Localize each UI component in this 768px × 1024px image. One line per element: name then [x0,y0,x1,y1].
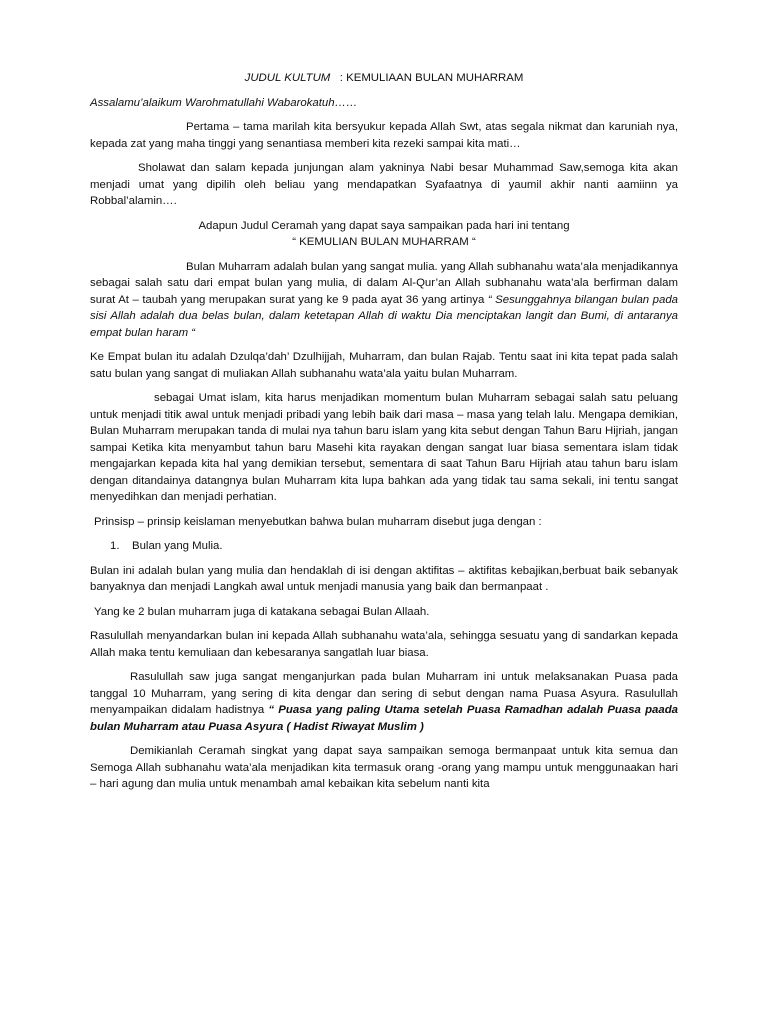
paragraph-sholawat: Sholawat dan salam kepada junjungan alam yakninya Nabi besar Muhammad Saw,semoga kita akan menjadi umat yang dipilih oleh beliau yang mendapatkan Syafaatnya di yaumil akhir nanti aamiinn ya Robbal’alamin…. [90,162,678,207]
title-label: JUDUL KULTUM [244,72,331,84]
title-text: KEMULIAAN BULAN MUHARRAM [346,72,524,84]
paragraph-principles: Prinsisp – prinsip keislaman menyebutkan bahwa bulan muharram disebut juga dengan : [94,515,542,528]
paragraph-rasulullah: Rasulullah menyandarkan bulan ini kepada Allah subhanahu wata’ala, sehingga sesuatu yang di sandarkan kepada Allah maka tentu kemuliaan dan kebesaranya sangatlah luar biasa. [90,630,678,659]
paragraph-opening: Pertama – tama marilah kita bersyukur kepada Allah Swt, atas segala nikmat dan karuniah nya, kepada zat yang maha tinggi yang senantiasa memberi kita rezeki sampai kita mati… [90,121,678,150]
topic-announcement [90,218,678,251]
paragraph-asyura-text: Rasulullah saw juga sangat menganjurkan pada bulan Muharram ini untuk melaksanakan Puasa pada tanggal 10 Muharram, yang sering di kita dengar dan sering di sebut dengan nama Puasa Asyura. Rasulullah menyampaikan didalam hadistnya [90,671,678,716]
topic-title: “ KEMULIAN BULAN MUHARRAM “ [292,236,476,248]
list-label: Bulan yang Mulia. [132,540,223,552]
quran-quote: “ Sesunggahnya bilangan bulan pada sisi Allah adalah dua belas bulan, dalam ketetapan Allah di waktu Dia menciptakan langit dan Bumi, di antaranya empat bulan haram “ [90,293,678,339]
paragraph-four-months: Ke Empat bulan itu adalah Dzulqa’dah’ Dzulhijjah, Muharram, dan bulan Rajab. Tentu saat ini kita tepat pada salah satu bulan yang sangat di muliakan Allah subhanahu wata’ala yaitu bulan Muharram. [90,351,678,380]
paragraph-month-of-allah: Yang ke 2 bulan muharram juga di katakana sebagai Bulan Allaah. [94,605,430,618]
paragraph-closing: Demikianlah Ceramah singkat yang dapat saya sampaikan semoga bermanpaat untuk kita semua dan Semoga Allah subhanahu wata’ala menjadikan kita termasuk orang -orang yang mampu untuk menggunaakan hari – hari agung dan mulia untuk menambah amal kebaikan kita sebelum nanti kita [90,745,678,790]
page-title [90,70,678,87]
topic-intro: Adapun Judul Ceramah yang dapat saya sampaikan pada hari ini tentang [198,219,570,232]
paragraph-asyura [90,669,678,735]
hadith-quote: “ Puasa yang paling Utama setelah Puasa Ramadhan adalah Puasa paada bulan Muharram atau Puasa Asyura ( Hadist Riwayat Muslim ) [90,704,678,733]
list-item [90,538,678,555]
paragraph-glorious-month: Bulan ini adalah bulan yang mulia dan hendaklah di isi dengan aktifitas – aktifitas kebajikan,berbuat baik sebanyak banyaknya dan menjadi Langkah awal untuk menjadi manusia yang baik dan bermanpaat . [90,564,678,593]
greeting: Assalamu’alaikum Warohmatullahi Wabarokatuh…… [90,96,358,109]
paragraph-momentum: sebagai Umat islam, kita harus menjadikan momentum bulan Muharram sebagai salah satu peluang untuk menjadi titik awal untuk menjadi pribadi yang lebih baik dari masa – masa yang telah lalu. Mengapa demikian, Bulan Muharram merupakan tanda di mulai nya tahun baru islam yang kita sebut dengan Tahun Baru Hijriah, jangan sampai Ketika kita menyambut tahun baru Masehi kita rayakan dengan sangat luar biasa sementara islam tidak mengajarkan kepada kita hal yang demikian tersebut, sementara di saat Tahun Baru Hijriah atau tahun baru islam dengan ditandainya datangnya bulan Muharram kita lupa bahkan ada yang tidak tau sama sekali, ini tentu sangat menyedihkan dan menjadi perhatian. [90,392,678,503]
paragraph-muharram-text: Bulan Muharram adalah bulan yang sangat mulia. yang Allah subhanahu wata’ala menjadikannya sebagai salah satu dari empat bulan yang mulia, di dalam Al-Qur’an Allah subhanahu wata’ala berfirman dalam surat At – taubah yang merupakan surat yang ke 9 pada ayat 36 yang artinya [90,260,678,306]
list-number: 1. [110,540,120,552]
paragraph-muharram [90,259,678,342]
title-separator: : [330,72,347,84]
